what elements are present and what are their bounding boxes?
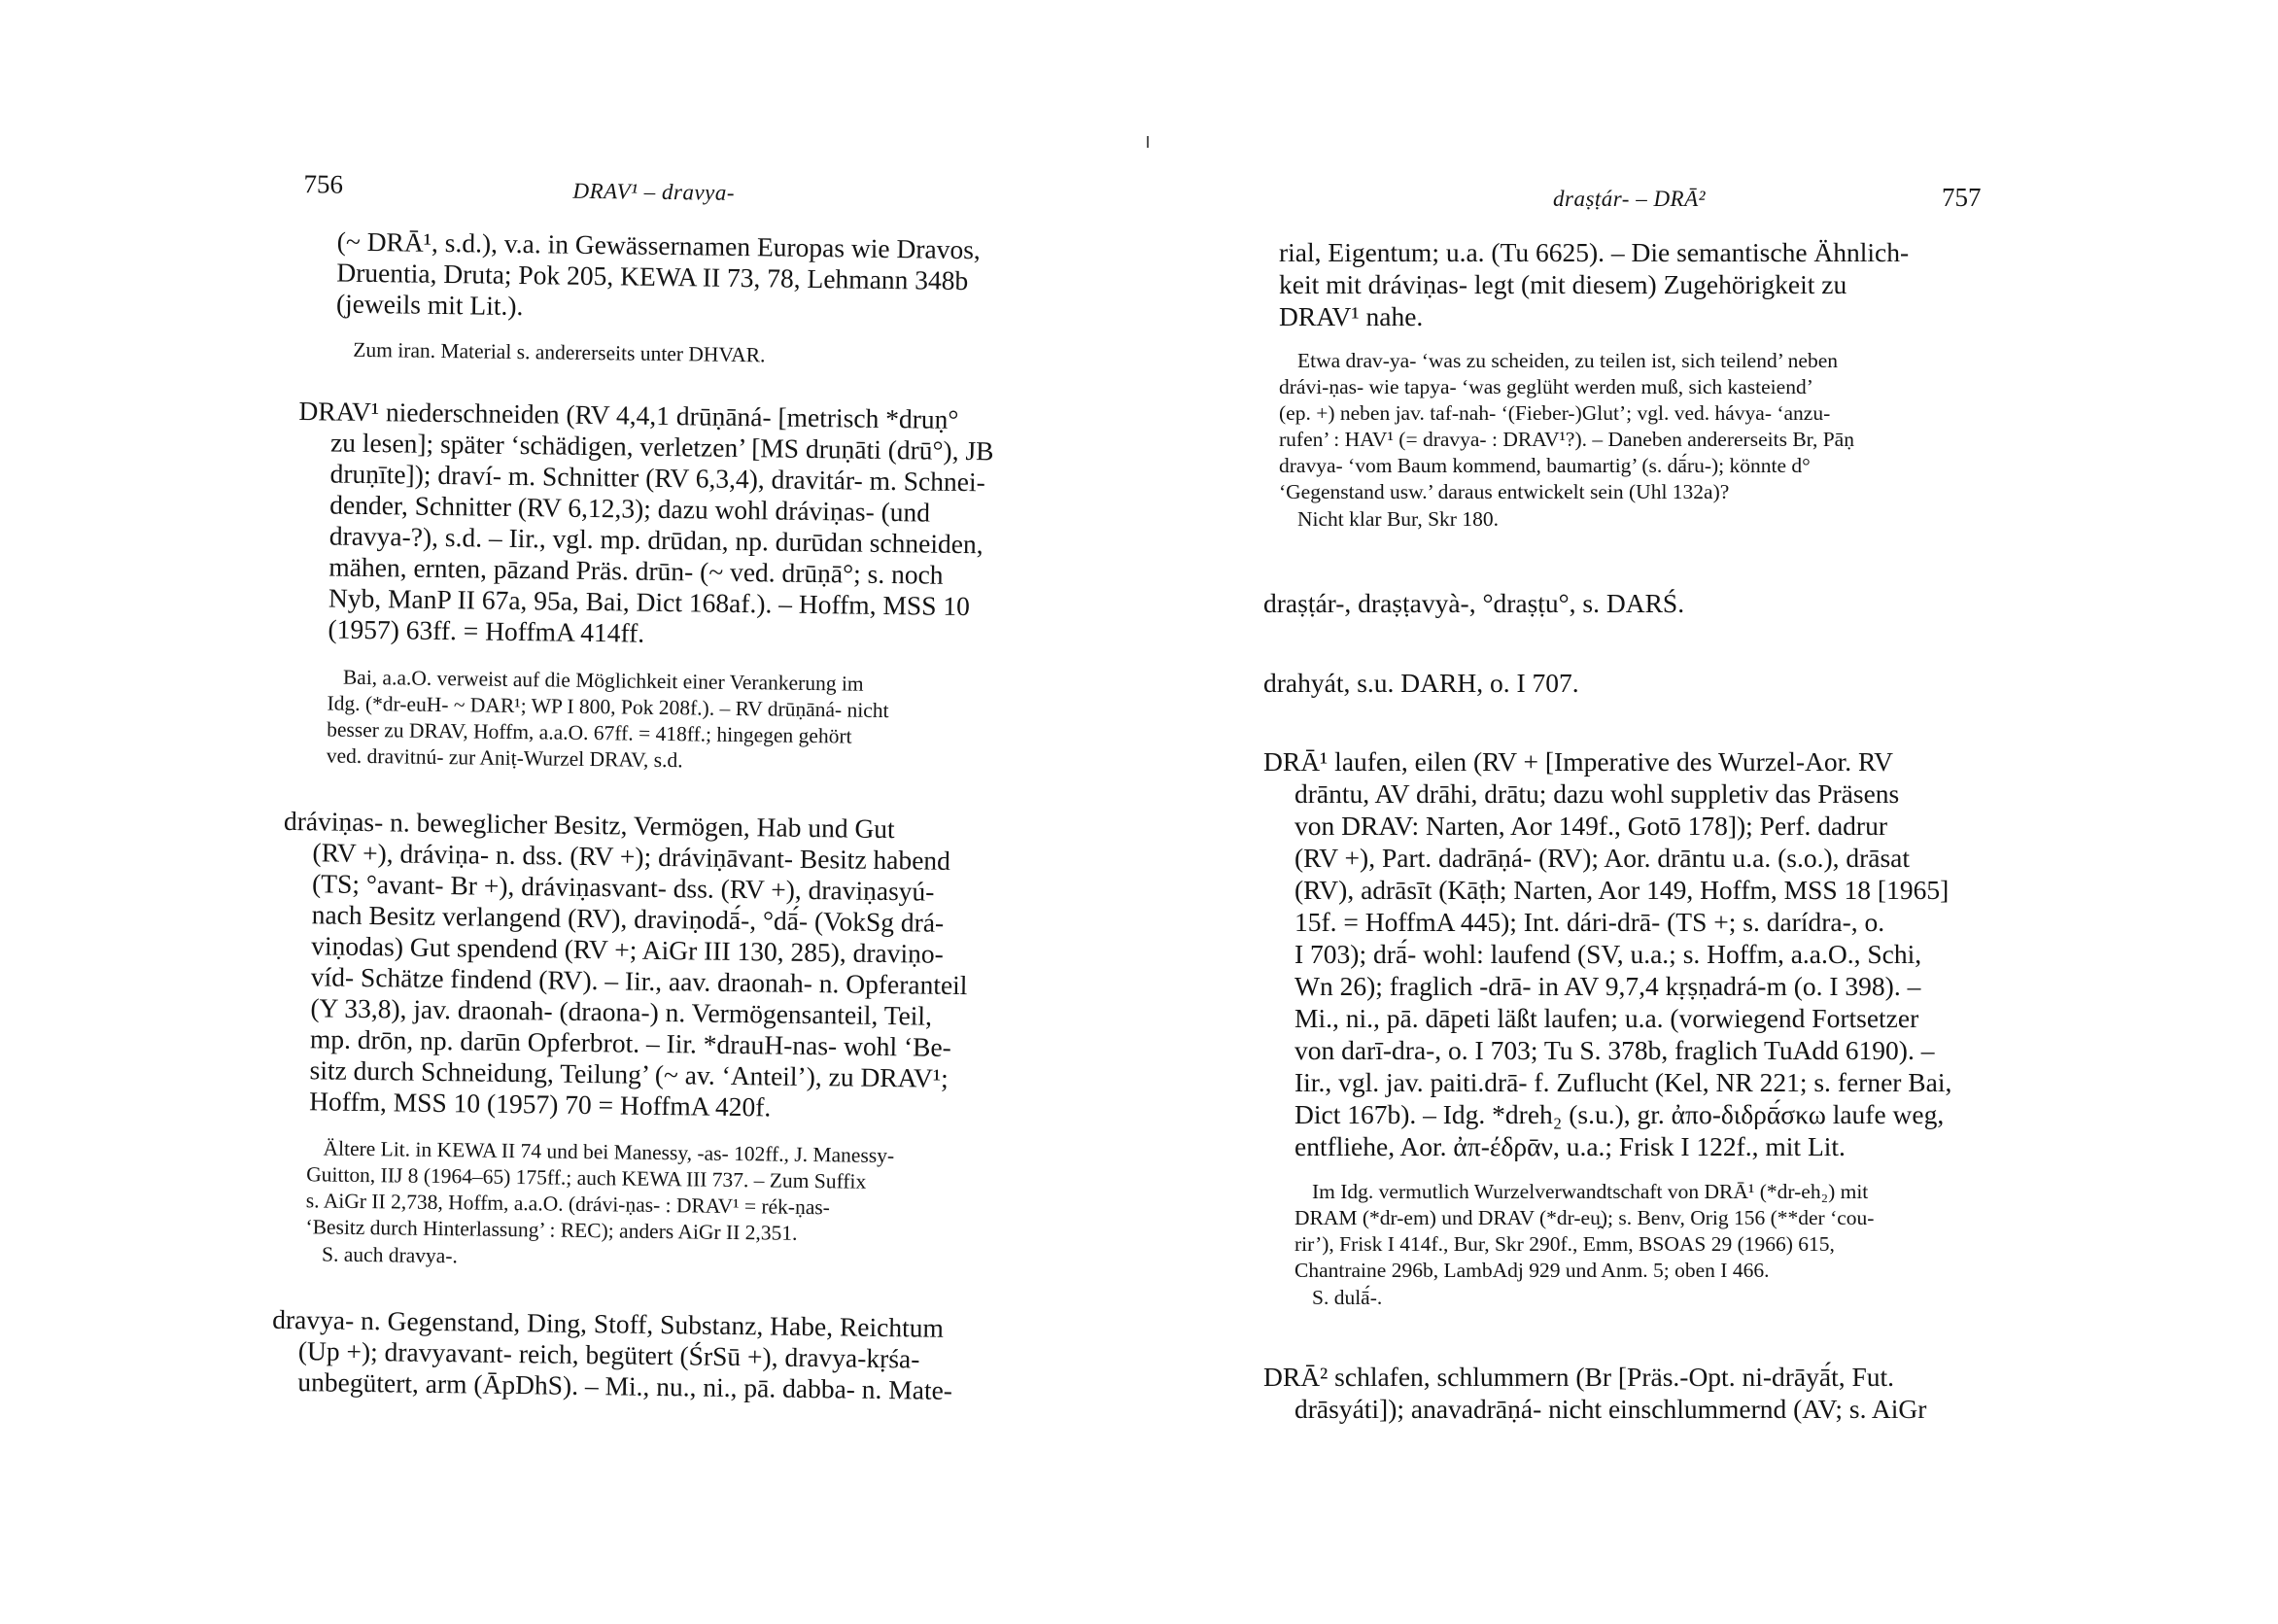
entry-dravya-line: unbegütert, arm (ĀpDhS). – Mi., nu., ni., pā. dabba- n. Mate- <box>297 1366 953 1405</box>
entry-dra1-line: von darī-dra-, o. I 703; Tu S. 378b, fraglich TuAdd 6190). – <box>1294 1035 1935 1065</box>
entry-drav-line: (1957) 63ff. = HoffmA 414ff. <box>328 613 645 648</box>
entry-dravinas-line: (TS; °avant- Br +), dráviṇasvant- dss. (RV +), draviṇasyú- <box>311 868 935 907</box>
note-line: S. auch dravya-. <box>321 1242 458 1268</box>
entry-dra1-line: I 703); drā́- wohl: laufend (SV, u.a.; s. Hoffm, a.a.O., Schi, <box>1294 939 1922 969</box>
entry-dra1-line: 15f. = HoffmA 445); Int. dári-drā- (TS +; s. darídra-, o. <box>1294 907 1885 937</box>
left-running-head: DRAV¹ – dravya- <box>572 178 736 205</box>
entry-dra1-line: DRĀ¹ laufen, eilen (RV + [Imperative des Wurzel-Aor. RV <box>1263 746 1894 777</box>
entry-dra1-line: Wn 26); fraglich -drā- in AV 9,7,4 kṛṣṇadrá-m (o. I 398). – <box>1294 971 1921 1001</box>
note-line: ‘Besitz durch Hinterlassung’ : REC); anders AiGr II 2,351. <box>305 1215 798 1245</box>
entry-dravinas-line: nach Besitz verlangend (RV), draviṇodā́-, °dā́- (VokSg drá- <box>311 899 945 938</box>
note-line: Ältere Lit. in KEWA II 74 und bei Manessy, -as- 102ff., J. Manessy- <box>323 1136 895 1168</box>
note-line: Idg. (*dr-euH- ~ DAR¹; WP I 800, Pok 208f.). – RV drūṇāná- nicht <box>327 691 889 723</box>
note-line: rufen’ : HAV¹ (= dravya- : DRAV¹?). – Daneben andererseits Br, Pāṇ <box>1279 428 1854 451</box>
entry-drav-line: mähen, ernten, pāzand Präs. drūn- (~ ved. drūṇā°; s. noch <box>328 551 944 590</box>
entry-drahyat: drahyát, s.u. DARH, o. I 707. <box>1263 668 1579 698</box>
note-line: Im Idg. vermutlich Wurzelverwandtschaft von DRĀ¹ (*dr-eh₂) mit <box>1312 1180 1869 1203</box>
entry-dra1-line: Mi., ni., pā. dāpeti läßt laufen; u.a. (vorwiegend Fortsetzer <box>1294 1003 1919 1033</box>
note-line: Etwa drav-ya- ‘was zu scheiden, zu teilen ist, sich teilend’ neben <box>1297 349 1838 372</box>
note-line: Guitton, IIJ 8 (1964–65) 175ff.; auch KEWA III 737. – Zum Suffix <box>306 1162 867 1193</box>
text-line: (jeweils mit Lit.). <box>335 288 524 322</box>
text-line: DRAV¹ nahe. <box>1279 301 1424 331</box>
note-line: rir’), Frisk I 414f., Bur, Skr 290f., Emm, BSOAS 29 (1966) 615, <box>1294 1232 1835 1256</box>
entry-dra1-line: (RV), adrāsīt (Kāṭh; Narten, Aor 149, Hoffm, MSS 18 [1965] <box>1294 875 1950 905</box>
note-line: Chantraine 296b, LambAdj 929 und Anm. 5; oben I 466. <box>1294 1259 1770 1282</box>
right-page-number: 757 <box>1942 183 1982 212</box>
entry-dravya-line: (Up +); dravyavant- reich, begütert (ŚrSū +), dravya-kṛśa- <box>297 1335 920 1374</box>
note-line: S. dulā́-. <box>1312 1286 1383 1309</box>
note-line: Zum iran. Material s. andererseits unter DHVAR. <box>353 337 766 367</box>
entry-drav-line: zu lesen]; später ‘schädigen, verletzen’ [MS druṇāti (drū°), JB <box>329 427 994 466</box>
note-line: Bai, a.a.O. verweist auf die Möglichkeit einer Verankerung im <box>342 665 864 696</box>
entry-dra2-line: DRĀ² schlafen, schlummern (Br [Präs.-Opt. ni-drāyā́t, Fut. <box>1263 1362 1895 1392</box>
entry-dra1-line: (RV +), Part. dadrāṇá- (RV); Aor. drāntu u.a. (s.o.), drāsat <box>1294 843 1911 873</box>
note-line: drávi-ṇas- wie tapya- ‘was geglüht werden muß, sich kasteiend’ <box>1279 375 1813 398</box>
left-page <box>0 0 1127 1609</box>
entry-drav-line: Nyb, ManP II 67a, 95a, Bai, Dict 168af.). – Hoffm, MSS 10 <box>328 582 971 622</box>
entry-drav-line: dravya-?), s.d. – Iir., vgl. mp. drūdan, np. durūdan schneiden, <box>328 520 984 560</box>
entry-drastar: draṣṭár-, draṣṭavyà-, °draṣṭu°, s. DARŚ. <box>1263 588 1685 618</box>
text-line: Druentia, Druta; Pok 205, KEWA II 73, 78, Lehmann 348b <box>336 257 969 296</box>
text-line: rial, Eigentum; u.a. (Tu 6625). – Die semantische Ähnlich- <box>1279 237 1910 267</box>
right-page <box>1147 0 2278 1609</box>
entry-dra2-line: drāsyáti]); anavadrāṇá- nicht einschlummernd (AV; s. AiGr <box>1294 1394 1927 1424</box>
note-line: (ep. +) neben jav. taf-nah- ‘(Fieber-)Glut’; vgl. ved. hávya- ‘anzu- <box>1279 401 1831 425</box>
entry-drav-line: dender, Schnitter (RV 6,12,3); dazu wohl dráviṇas- (und <box>329 489 931 528</box>
entry-dravinas-line: sitz durch Schneidung, Teilung’ (~ av. ‘Anteil’), zu DRAV¹; <box>309 1054 949 1093</box>
entry-dravinas-line: Hoffm, MSS 10 (1957) 70 = HoffmA 420f. <box>308 1086 772 1123</box>
entry-dravinas-line: mp. drōn, np. darūn Opferbrot. – Iir. *drauH-nas- wohl ‘Be- <box>309 1023 952 1062</box>
note-line: ved. dravitnú- zur Aniṭ-Wurzel DRAV, s.d. <box>326 743 683 773</box>
note-line: Nicht klar Bur, Skr 180. <box>1297 507 1499 531</box>
entry-dra1-line: Dict 167b). – Idg. *dreh₂ (s.u.), gr. ἀπο-διδρᾱ́σκω laufe weg, <box>1294 1099 1945 1129</box>
entry-dra1-line: von DRAV: Narten, Aor 149f., Gotō 178]); Perf. dadrur <box>1294 811 1887 841</box>
entry-dravinas-line: viṇodas) Gut spendend (RV +; AiGr III 130, 285), draviṇo- <box>311 930 944 969</box>
entry-dra1-line: Iir., vgl. jav. paiti.drā- f. Zuflucht (Kel, NR 221; s. ferner Bai, <box>1294 1067 1952 1097</box>
entry-dravya-line: dravya- n. Gegenstand, Ding, Stoff, Substanz, Habe, Reichtum <box>272 1303 945 1343</box>
entry-drav-line: druṇīte]); draví- m. Schnitter (RV 6,3,4), dravitár- m. Schnei- <box>329 458 985 498</box>
note-line: s. AiGr II 2,738, Hoffm, a.a.O. (drávi-ṇas- : DRAV¹ = rék-ṇas- <box>305 1189 831 1220</box>
text-line: (~ DRĀ¹, s.d.), v.a. in Gewässernamen Europas wie Dravos, <box>336 225 982 265</box>
note-line: besser zu DRAV, Hoffm, a.a.O. 67ff. = 418ff.; hingegen gehört <box>327 717 852 748</box>
text-line: keit mit dráviṇas- legt (mit diesem) Zugehörigkeit zu <box>1279 269 1847 299</box>
left-page-number: 756 <box>303 169 344 199</box>
entry-drav-line: DRAV¹ niederschneiden (RV 4,4,1 drūṇāná- [metrisch *druṇ° <box>298 396 959 434</box>
note-line: dravya- ‘vom Baum kommend, baumartig’ (s. dā́ru-); könnte d° <box>1279 454 1811 477</box>
note-line: DRAM (*dr-em) und DRAV (*dr-eu̯); s. Benv, Orig 156 (**der ‘cou- <box>1294 1206 1875 1229</box>
entry-dra1-line: entfliehe, Aor. ἀπ-έδρᾱν, u.a.; Frisk I 122f., mit Lit. <box>1294 1131 1846 1161</box>
entry-dravinas-line: dráviṇas- n. beweglicher Besitz, Vermögen, Hab und Gut <box>283 805 895 845</box>
entry-dravinas-line: (RV +), dráviṇa- n. dss. (RV +); dráviṇāvant- Besitz habend <box>312 837 951 876</box>
note-line: ‘Gegenstand usw.’ daraus entwickelt sein (Uhl 132a)? <box>1279 480 1730 503</box>
entry-dravinas-line: víd- Schätze findend (RV). – Iir., aav. draonah- n. Opferanteil <box>310 961 968 1001</box>
right-running-head: draṣṭár- – DRĀ² <box>1553 187 1707 211</box>
left-page-content <box>0 0 1127 1624</box>
entry-dravinas-line: (Y 33,8), jav. draonah- (draona-) n. Vermögensanteil, Teil, <box>310 992 933 1031</box>
entry-dra1-line: drāntu, AV drāhi, drātu; dazu wohl suppletiv das Präsens <box>1294 778 1900 809</box>
